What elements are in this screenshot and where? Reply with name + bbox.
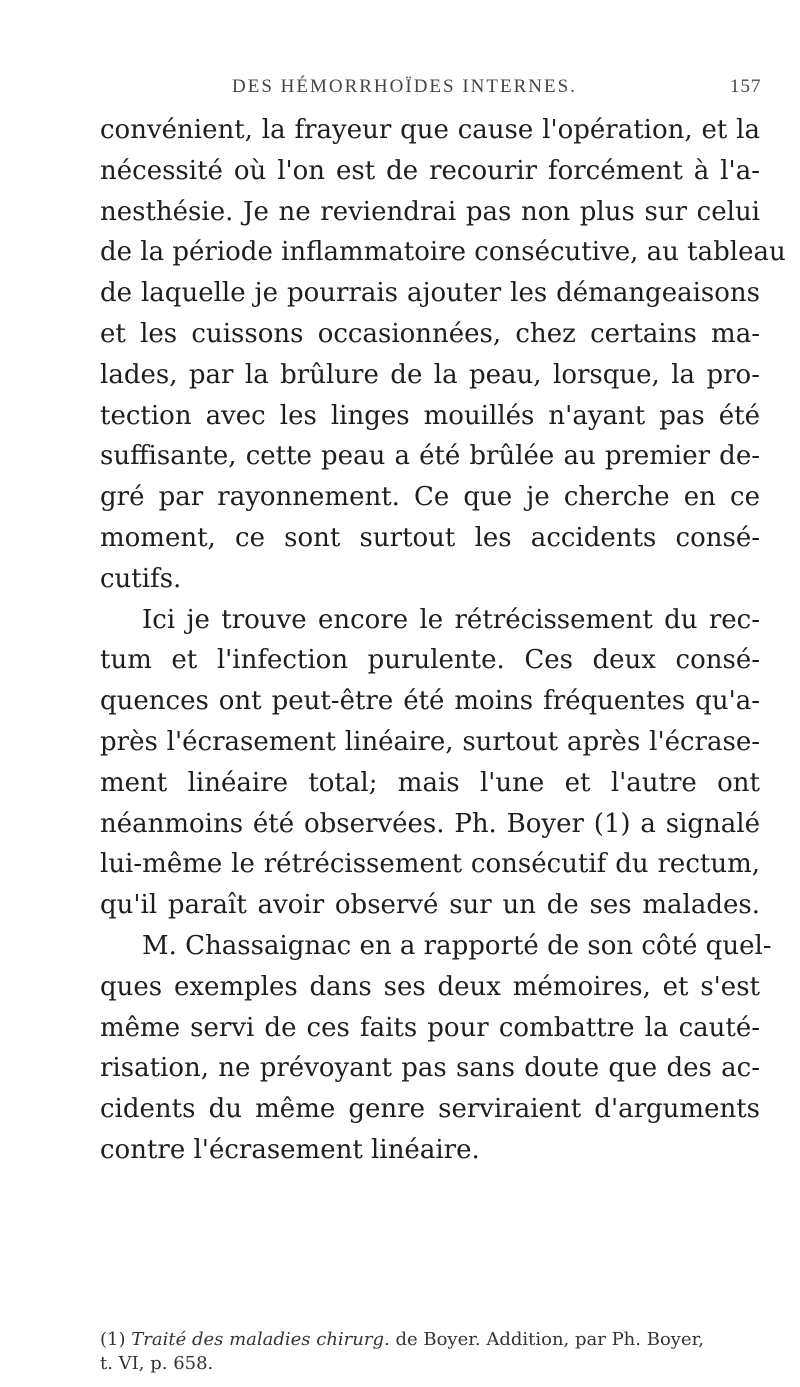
text-line: près l'écrasement linéaire, surtout après l'écrase- (100, 726, 760, 757)
text-line: qu'il paraît avoir observé sur un de ses malades. (100, 890, 760, 921)
text-line: ment linéaire total; mais l'une et l'autre ont (100, 767, 760, 798)
footnote-title: Traité des maladies chirurg. (131, 1329, 390, 1350)
text-line: de laquelle je pourrais ajouter les démangeaisons (100, 278, 760, 309)
text-line: lades, par la brûlure de la peau, lorsque, la pro- (100, 359, 760, 390)
paragraph-start-line: M. Chassaignac en a rapporté de son côté quel- (142, 930, 772, 961)
footnote-line: t. VI, p. 658. (100, 1353, 214, 1374)
text-line: nécessité où l'on est de recourir forcément à l'a- (100, 155, 760, 186)
text-line: cidents du même genre serviraient d'arguments (100, 1094, 760, 1125)
text-line: néanmoins été observées. Ph. Boyer (1) a signalé (100, 808, 760, 839)
text-line: de la période inflammatoire consécutive, au tableau (100, 237, 786, 268)
text-line: quences ont peut-être été moins fréquentes qu'a- (100, 686, 760, 717)
text-line: ques exemples dans ses deux mémoires, et s'est (100, 971, 760, 1002)
text-line: contre l'écrasement linéaire. (100, 1134, 480, 1165)
text-line: même servi de ces faits pour combattre la cauté- (100, 1012, 760, 1043)
text-line: nesthésie. Je ne reviendrai pas non plus sur celui (100, 196, 760, 227)
text-line: cutifs. (100, 563, 182, 594)
text-line: moment, ce sont surtout les accidents consé- (100, 522, 760, 553)
text-line: tum et l'infection purulente. Ces deux consé- (100, 645, 760, 676)
body-text (100, 110, 786, 1171)
text-line: risation, ne prévoyant pas sans doute que des ac- (100, 1053, 760, 1084)
running-head: DES HÉMORRHOÏDES INTERNES. (232, 76, 577, 97)
footnote-reference: de Boyer. Addition, par Ph. Boyer, (395, 1329, 704, 1350)
page-header (0, 76, 800, 106)
text-line: suffisante, cette peau a été brûlée au premier de- (100, 441, 760, 472)
paragraph-start-line: Ici je trouve encore le rétrécissement du rec- (142, 604, 760, 635)
footnote (100, 1328, 770, 1376)
text-line: convénient, la frayeur que cause l'opération, et la (100, 115, 760, 145)
text-line: tection avec les linges mouillés n'ayant pas été (100, 400, 760, 431)
text-line: lui-même le rétrécissement consécutif du rectum, (100, 849, 760, 880)
footnote-line (100, 1328, 770, 1352)
footnote-marker: (1) (100, 1329, 126, 1350)
text-line: et les cuissons occasionnées, chez certains ma- (100, 318, 760, 349)
page-number: 157 (730, 76, 762, 97)
text-line: gré par rayonnement. Ce que je cherche en ce (100, 482, 760, 513)
